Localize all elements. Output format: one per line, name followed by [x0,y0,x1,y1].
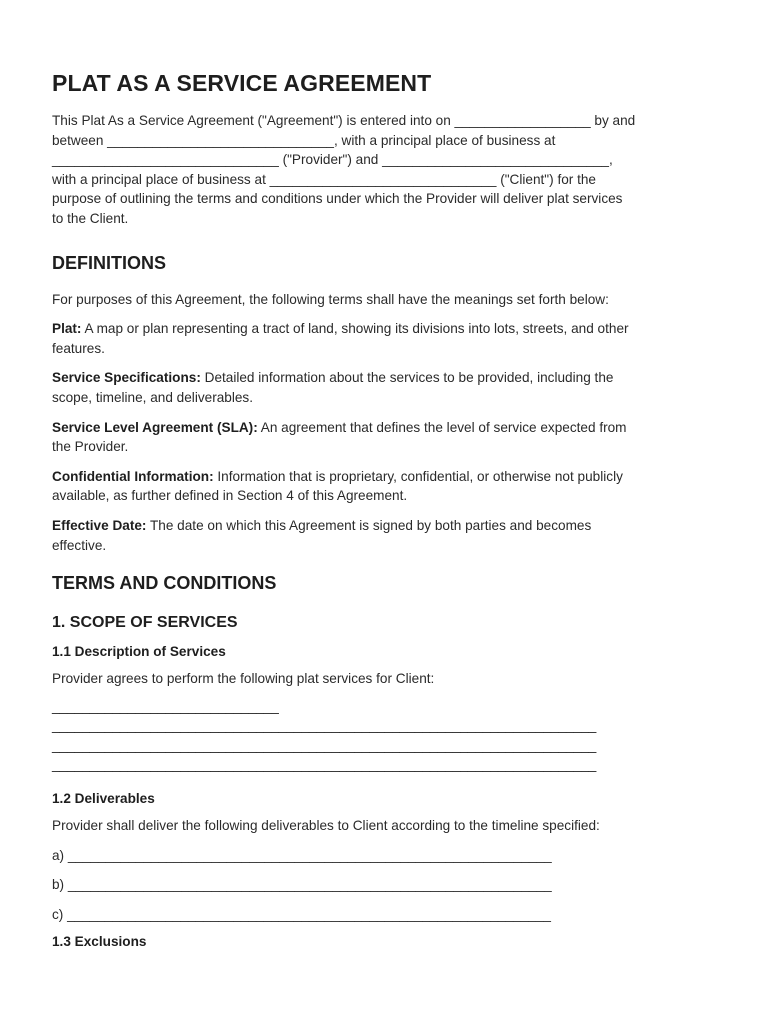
intro-line: ______________________________ ("Provider") and ______________________________, [52,152,613,168]
definition-term: Effective Date: [52,517,147,533]
definition-term: Plat: [52,321,82,337]
intro-line: purpose of outlining the terms and conditions under which the Provider will deliver plat services [52,191,623,207]
definition-text: effective. [52,537,107,553]
definition-text: Information that is proprietary, confidential, or otherwise not publicly [213,468,623,484]
intro-line: This Plat As a Service Agreement ("Agreement") is entered into on __________________ by and [52,113,636,128]
definition-service-specifications [52,368,718,407]
definition-text: the Provider. [52,439,129,455]
terms-heading: TERMS AND CONDITIONS [52,573,277,594]
definition-effective-date [52,516,718,555]
definition-text: features. [52,340,105,356]
deliverables-heading: 1.2 Deliverables [52,791,155,807]
intro-line: between ______________________________, with a principal place of business at [52,132,556,148]
description-blanks [52,697,718,775]
intro-line: to the Client. [52,210,129,226]
scope-heading: 1. SCOPE OF SERVICES [52,614,238,632]
definitions-heading: DEFINITIONS [52,252,167,273]
definition-term: Service Level Agreement (SLA): [52,419,258,435]
blank-line: ________________________________________________________________________ [52,757,597,773]
definition-term: Confidential Information: [52,468,214,484]
deliverables-text: Provider shall deliver the following deliverables to Client according to the timeline specified: [52,818,600,834]
document-title: PLAT AS A SERVICE AGREEMENT [52,70,432,96]
definition-plat [52,319,718,358]
definition-text: available, as further defined in Section 4 of this Agreement. [52,488,408,504]
definition-text: A map or plan representing a tract of land, showing its divisions into lots, streets, and other [81,321,629,337]
deliverable-item: c) ________________________________________________________________ [52,906,551,922]
blank-line: ______________________________ [52,698,279,714]
intro-line: with a principal place of business at ______________________________ ("Client") for the [52,171,596,187]
definition-term: Service Specifications: [52,370,201,386]
definitions-intro: For purposes of this Agreement, the following terms shall have the meanings set forth below: [52,291,609,307]
deliverable-item: b) ________________________________________________________________ [52,877,552,893]
blank-line: ________________________________________________________________________ [52,737,597,753]
description-heading: 1.1 Description of Services [52,644,226,660]
description-text: Provider agrees to perform the following plat services for Client: [52,671,435,687]
terms-section [52,573,718,949]
definition-confidential-information [52,467,718,506]
definitions-section [52,253,718,556]
exclusions-heading: 1.3 Exclusions [52,934,147,950]
intro-paragraph [52,111,718,229]
deliverable-item: a) ________________________________________________________________ [52,847,552,863]
blank-line: ________________________________________________________________________ [52,718,597,734]
definition-sla [52,418,718,457]
definition-text: An agreement that defines the level of service expected from [257,419,627,435]
definition-text: scope, timeline, and deliverables. [52,389,253,405]
definition-text: The date on which this Agreement is signed by both parties and becomes [146,517,592,533]
definition-text: Detailed information about the services to be provided, including the [200,370,614,386]
